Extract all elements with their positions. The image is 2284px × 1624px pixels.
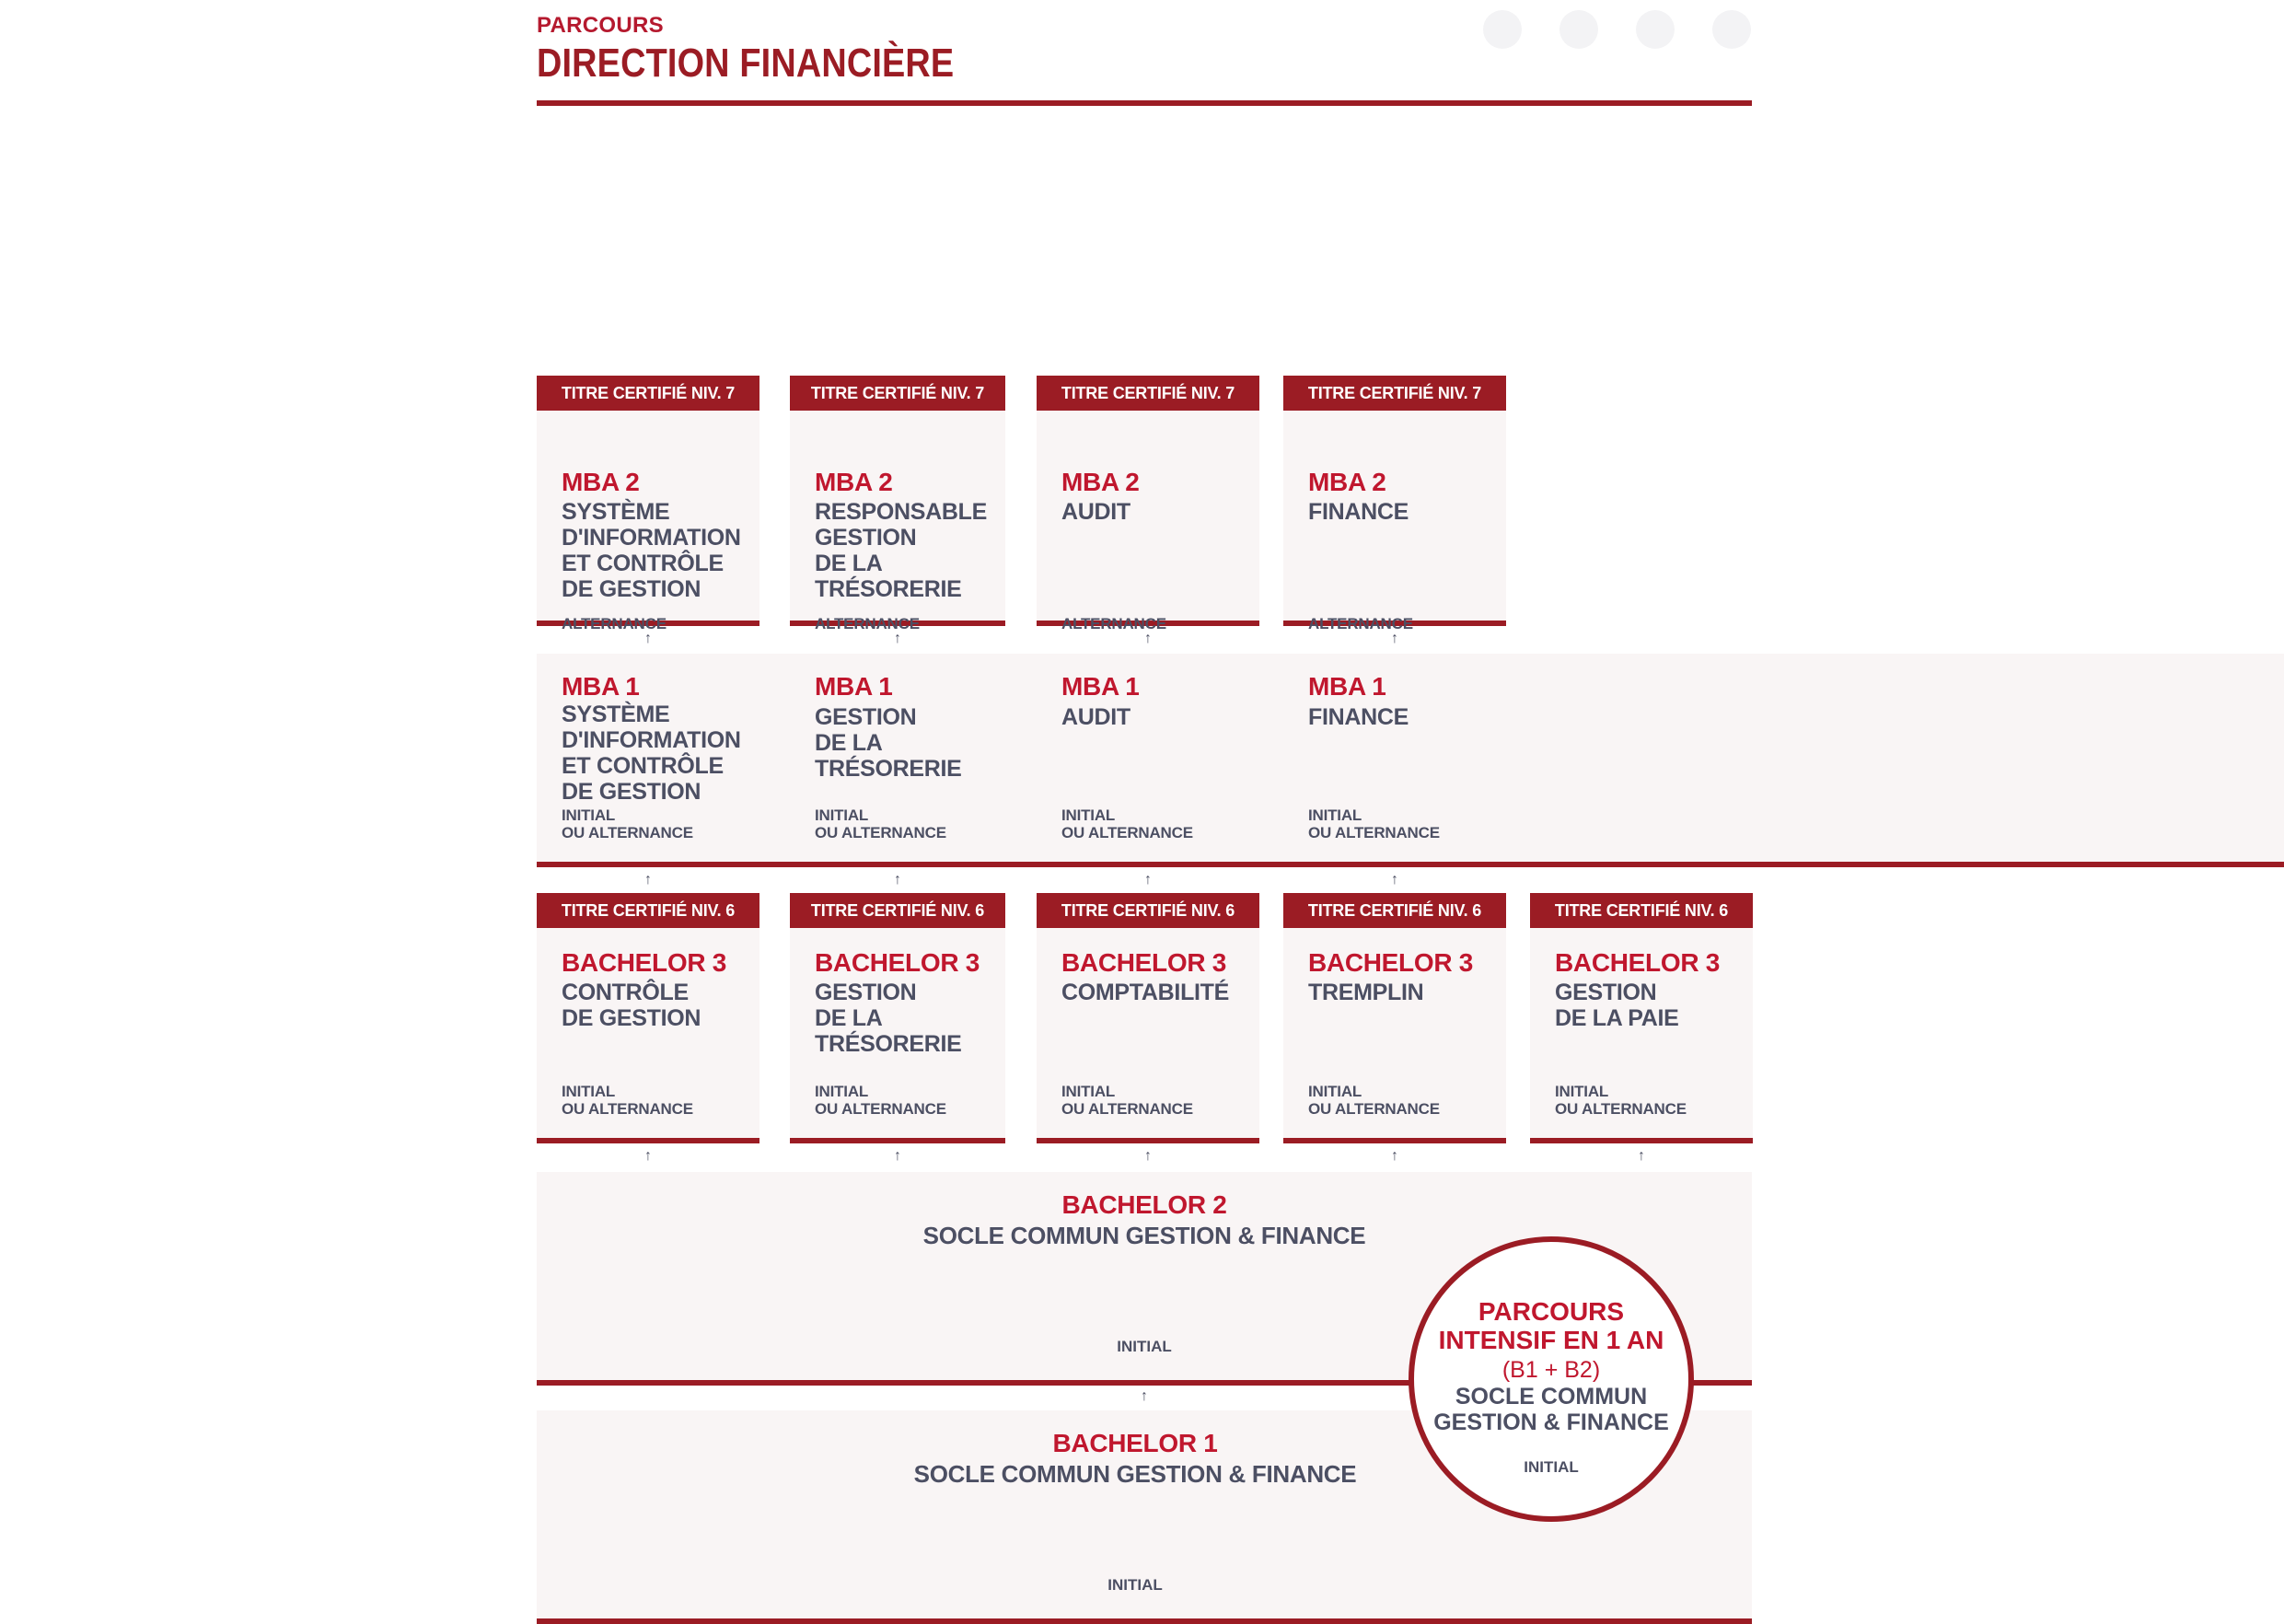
level-label: MBA 2 (1061, 468, 1140, 496)
nav-dot-4-icon[interactable] (1712, 10, 1751, 49)
mode-label: INITIAL (1117, 1338, 1172, 1355)
arrow-up-icon: ↑ (644, 631, 652, 646)
title-divider (537, 100, 1752, 106)
level-label: MBA 1 (562, 672, 640, 701)
arrow-up-icon: ↑ (1391, 872, 1398, 887)
intensive-mode: INITIAL (1524, 1458, 1579, 1476)
arrow-up-icon: ↑ (1391, 1148, 1398, 1164)
specialty-label: GESTION DE LA PAIE (1555, 980, 1679, 1031)
certification-badge: TITRE CERTIFIÉ NIV. 6 (1283, 893, 1506, 928)
mode-label: INITIAL OU ALTERNANCE (1308, 1083, 1440, 1118)
intensive-subtitle: (B1 + B2) (1501, 1357, 1601, 1383)
specialty-label: SYSTÈME D'INFORMATION ET CONTRÔLE DE GESTION (562, 499, 741, 602)
mode-label: ALTERNANCE (562, 615, 667, 632)
certification-badge: TITRE CERTIFIÉ NIV. 6 (537, 893, 759, 928)
certification-badge: TITRE CERTIFIÉ NIV. 7 (1283, 376, 1506, 411)
mode-label: INITIAL (1107, 1576, 1163, 1594)
mba2-card[interactable] (1283, 376, 1506, 632)
specialty-label: CONTRÔLE DE GESTION (562, 980, 701, 1031)
level-label: MBA 2 (815, 468, 893, 496)
mode-label: INITIAL OU ALTERNANCE (815, 1083, 946, 1118)
mode-label: INITIAL OU ALTERNANCE (1061, 1083, 1193, 1118)
specialty-label: SYSTÈME D'INFORMATION ET CONTRÔLE DE GESTION (562, 702, 741, 805)
specialty-label: AUDIT (1061, 499, 1130, 525)
certification-badge: TITRE CERTIFIÉ NIV. 7 (537, 376, 759, 411)
intensive-specialty: SOCLE COMMUN GESTION & FINANCE (1433, 1384, 1669, 1435)
level-label: BACHELOR 1 (1052, 1429, 1218, 1457)
mode-label: INITIAL OU ALTERNANCE (1061, 806, 1193, 841)
specialty-label: FINANCE (1308, 704, 1409, 730)
arrow-up-icon: ↑ (644, 872, 652, 887)
mode-label: ALTERNANCE (815, 615, 920, 632)
mode-label: INITIAL OU ALTERNANCE (562, 806, 693, 841)
arrow-up-icon: ↑ (1144, 872, 1152, 887)
specialty-label: GESTION DE LA TRÉSORERIE (815, 980, 962, 1057)
arrow-up-icon: ↑ (644, 1148, 652, 1164)
specialty-label: SOCLE COMMUN GESTION & FINANCE (922, 1222, 1366, 1249)
specialty-label: SOCLE COMMUN GESTION & FINANCE (913, 1460, 1357, 1488)
level-label: BACHELOR 3 (1555, 948, 1721, 977)
arrow-up-icon: ↑ (894, 1148, 901, 1164)
mba2-card[interactable] (790, 376, 1005, 632)
specialty-label: GESTION DE LA TRÉSORERIE (815, 704, 962, 782)
certification-badge: TITRE CERTIFIÉ NIV. 6 (790, 893, 1005, 928)
bachelor3-card[interactable] (1037, 893, 1259, 1143)
mba1-card[interactable] (1283, 654, 2284, 867)
intensive-track-circle[interactable] (1409, 1236, 1694, 1522)
mode-label: INITIAL OU ALTERNANCE (815, 806, 946, 841)
level-label: MBA 2 (1308, 468, 1386, 496)
specialty-label: AUDIT (1061, 704, 1130, 730)
specialty-label: RESPONSABLE GESTION DE LA TRÉSORERIE (815, 499, 988, 602)
arrow-up-icon: ↑ (1391, 631, 1398, 646)
specialty-label: TREMPLIN (1308, 980, 1424, 1005)
specialty-label: FINANCE (1308, 499, 1409, 525)
mba2-card[interactable] (537, 376, 759, 632)
bachelor3-card[interactable] (537, 893, 759, 1143)
nav-dot-2-icon[interactable] (1559, 10, 1598, 49)
level-label: MBA 1 (1061, 672, 1140, 701)
intensive-title: PARCOURS INTENSIF EN 1 AN (1438, 1297, 1664, 1354)
arrow-up-icon: ↑ (1144, 631, 1152, 646)
mode-label: INITIAL OU ALTERNANCE (1308, 806, 1440, 841)
mode-label: INITIAL OU ALTERNANCE (562, 1083, 693, 1118)
certification-badge: TITRE CERTIFIÉ NIV. 7 (1037, 376, 1259, 411)
nav-dot-3-icon[interactable] (1636, 10, 1675, 49)
mode-label: ALTERNANCE (1308, 615, 1413, 632)
level-label: BACHELOR 3 (1308, 948, 1474, 977)
level-label: MBA 1 (1308, 672, 1386, 701)
page-title: DIRECTION FINANCIÈRE (537, 41, 955, 86)
mode-label: ALTERNANCE (1061, 615, 1166, 632)
bachelor3-card[interactable] (790, 893, 1005, 1143)
nav-dot-1-icon[interactable] (1483, 10, 1522, 49)
arrow-up-icon: ↑ (1141, 1388, 1148, 1404)
certification-badge: TITRE CERTIFIÉ NIV. 7 (790, 376, 1005, 411)
mba1-card[interactable] (790, 654, 1005, 867)
arrow-up-icon: ↑ (894, 872, 901, 887)
pretitle: PARCOURS (537, 13, 664, 38)
mode-label: INITIAL OU ALTERNANCE (1555, 1083, 1687, 1118)
level-label: BACHELOR 3 (562, 948, 727, 977)
arrow-up-icon: ↑ (1144, 1148, 1152, 1164)
arrow-up-icon: ↑ (894, 631, 901, 646)
bachelor3-card[interactable] (1530, 893, 1753, 1143)
level-label: BACHELOR 2 (1061, 1190, 1227, 1219)
arrow-up-icon: ↑ (1638, 1148, 1645, 1164)
certification-badge: TITRE CERTIFIÉ NIV. 6 (1037, 893, 1259, 928)
level-label: BACHELOR 3 (815, 948, 980, 977)
certification-badge: TITRE CERTIFIÉ NIV. 6 (1530, 893, 1753, 928)
level-label: MBA 1 (815, 672, 893, 701)
mba2-card[interactable] (1037, 376, 1259, 632)
bachelor3-card[interactable] (1283, 893, 1506, 1143)
level-label: MBA 2 (562, 468, 640, 496)
specialty-label: COMPTABILITÉ (1061, 980, 1230, 1005)
level-label: BACHELOR 3 (1061, 948, 1227, 977)
